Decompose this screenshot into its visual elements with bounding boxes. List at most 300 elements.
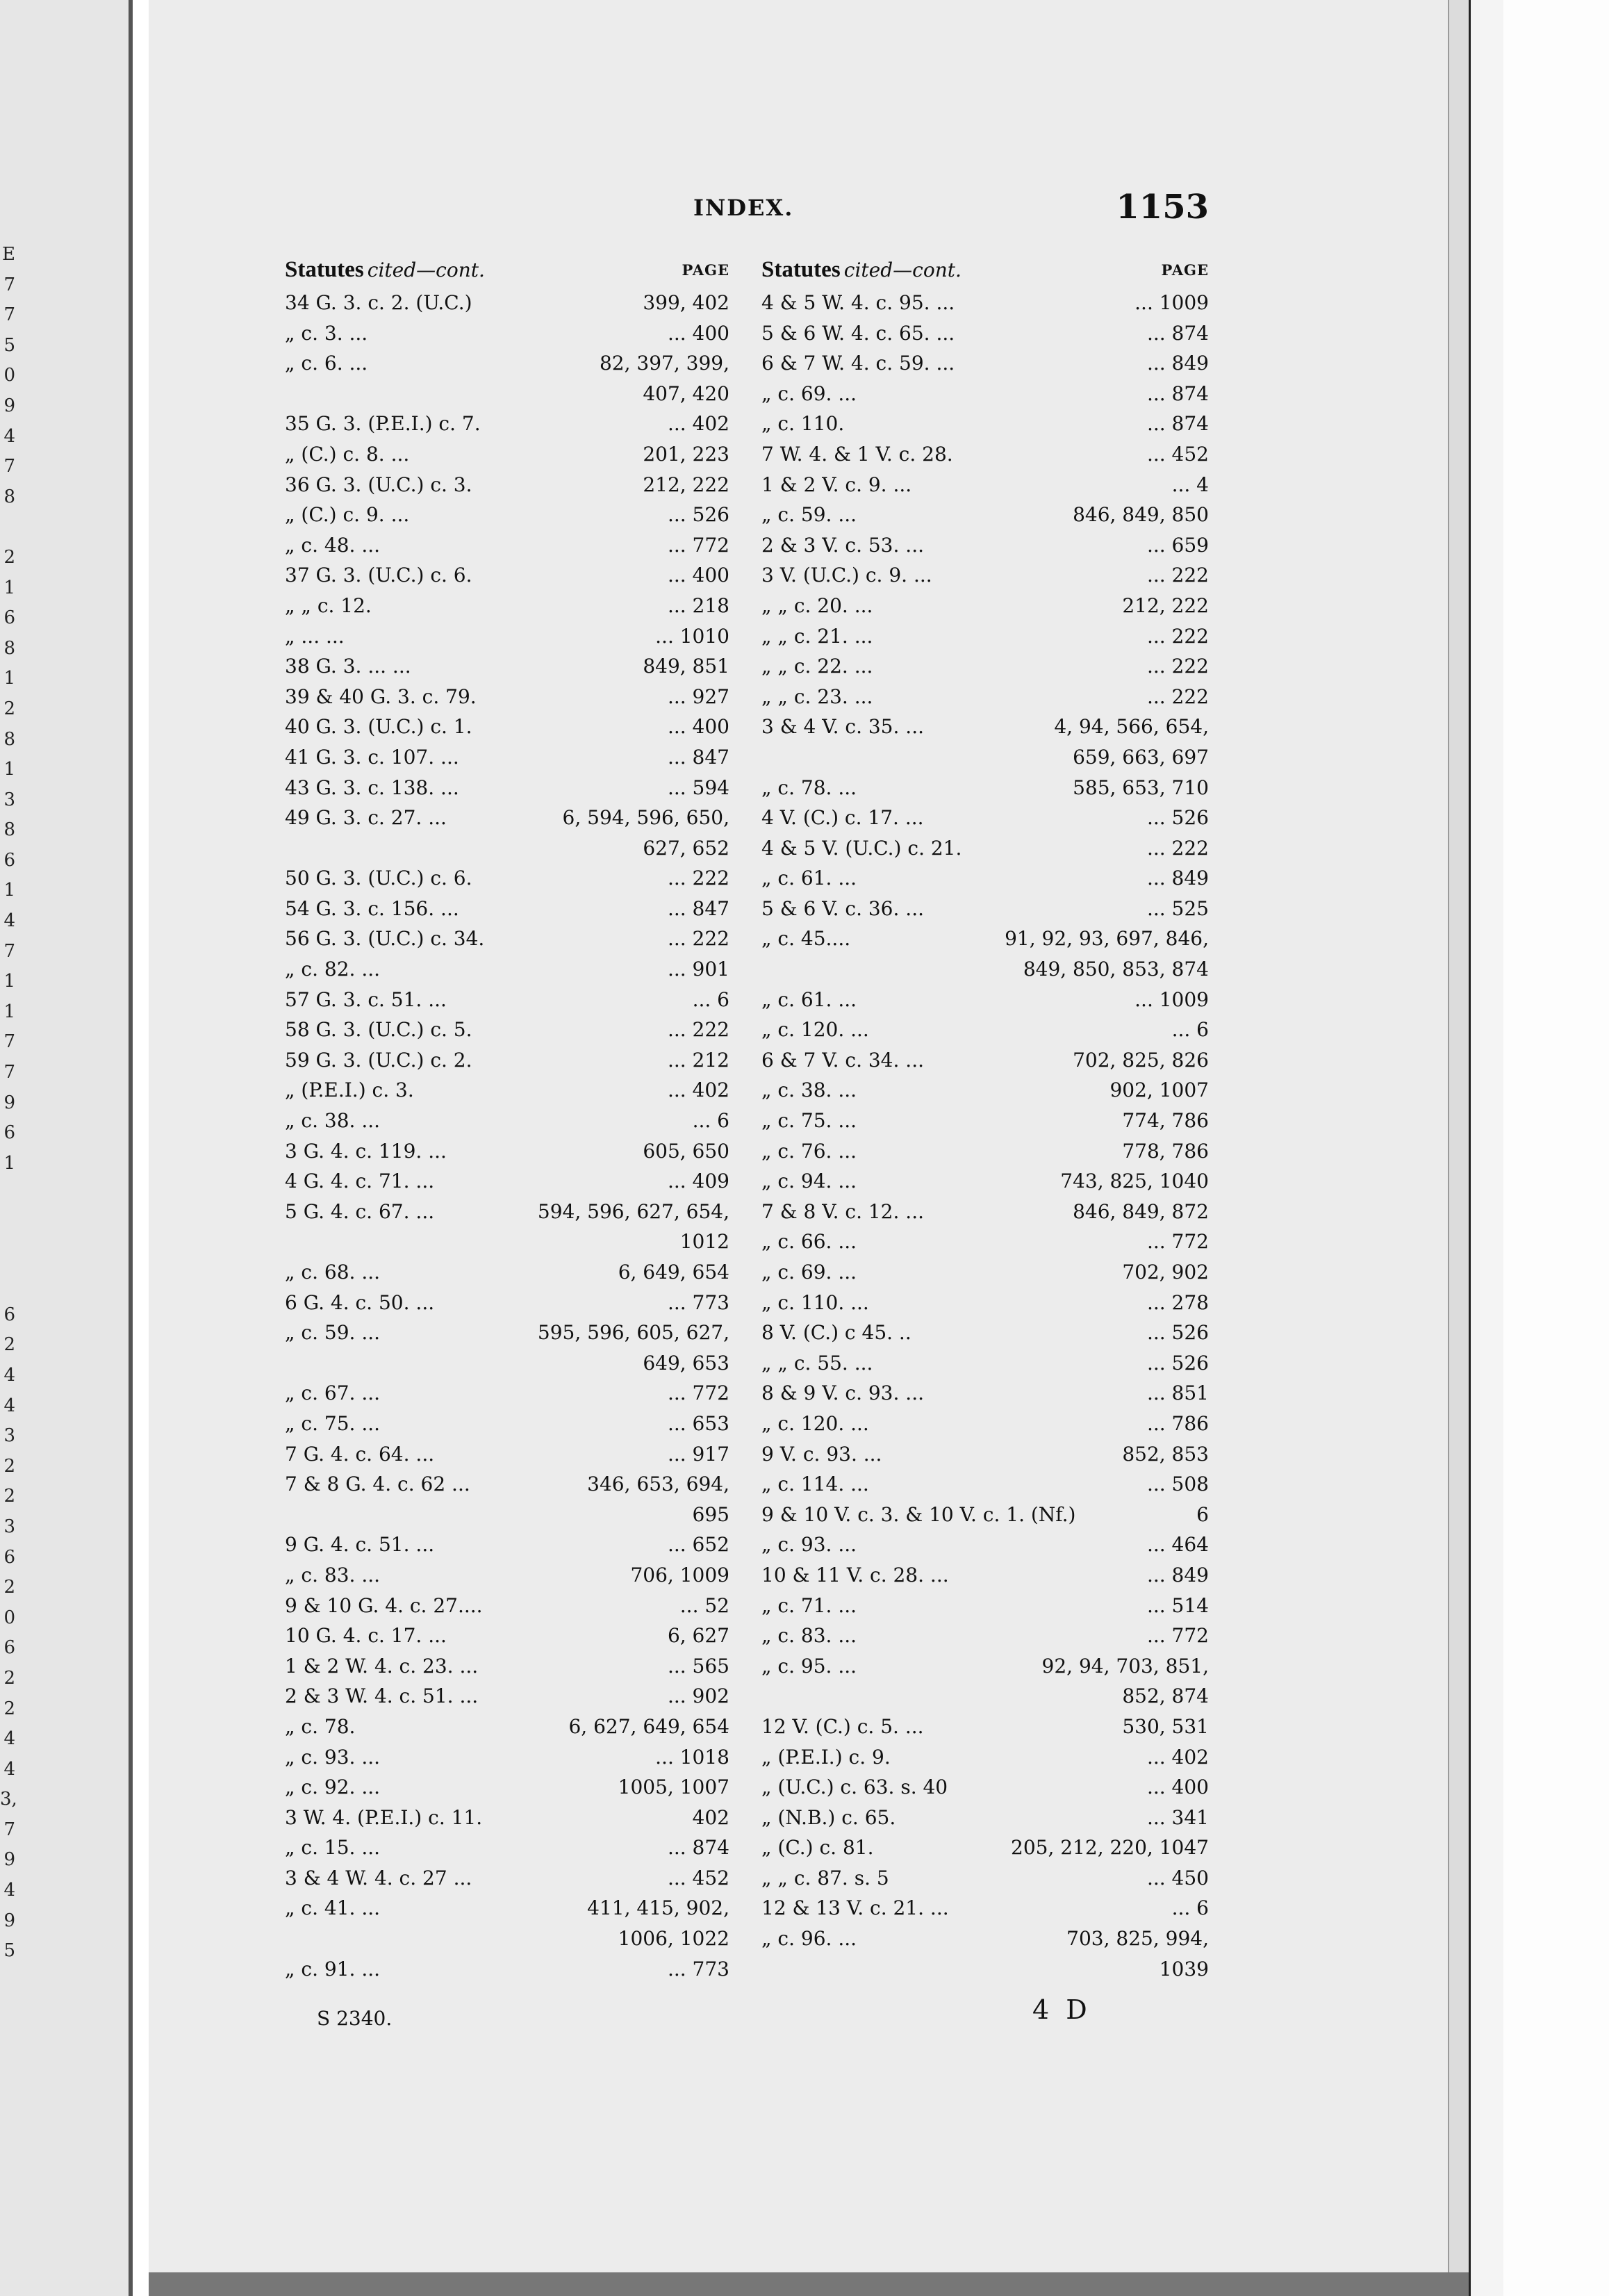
- index-entry: [285, 530, 729, 561]
- page-references: ... 874: [1146, 382, 1209, 405]
- statute-reference: 4 G. 4. c. 71. ...: [285, 1170, 435, 1193]
- margin-number: 7: [3, 1819, 15, 1840]
- margin-number: [0, 1240, 15, 1270]
- page-references: ... 653: [667, 1411, 729, 1435]
- page-references: ... 526: [1146, 1351, 1209, 1375]
- page-references: ... 402: [667, 1079, 729, 1102]
- margin-number: 3: [3, 789, 15, 810]
- statute-reference: „ c. 114. ...: [761, 1473, 869, 1496]
- page-references: 594, 596, 627, 654,: [537, 1199, 729, 1223]
- index-entry: [285, 318, 729, 349]
- page-references: 852, 853: [1122, 1442, 1209, 1466]
- page-references: 402: [692, 1805, 729, 1829]
- index-entry: [285, 1075, 729, 1106]
- margin-number: 6: [3, 849, 15, 871]
- statute-reference: „ c. 76. ...: [761, 1139, 857, 1163]
- statute-reference: „ c. 110. ...: [761, 1290, 869, 1314]
- page-references: 849, 850, 853, 874: [1023, 958, 1209, 981]
- statute-reference: „ c. 83. ...: [761, 1624, 857, 1648]
- page-references: 399, 402: [643, 291, 729, 314]
- index-entry: [761, 288, 1209, 318]
- page-references: ... 526: [1146, 1321, 1209, 1345]
- statute-reference: „ c. 120. ...: [761, 1018, 869, 1042]
- index-entry: [761, 1530, 1209, 1560]
- margin-number: 4: [3, 1728, 15, 1750]
- page-references: ... 847: [667, 745, 729, 769]
- index-entry: [761, 379, 1209, 409]
- page-references: 595, 596, 605, 627,: [537, 1321, 729, 1345]
- index-entry: [761, 1318, 1209, 1348]
- index-entry: [285, 954, 729, 985]
- index-entry: [761, 560, 1209, 591]
- statute-reference: 54 G. 3. c. 156. ...: [285, 896, 459, 920]
- statute-reference: 9 & 10 G. 4. c. 27....: [285, 1593, 483, 1617]
- heading-suffix: cited—cont.: [843, 259, 962, 281]
- statute-reference: „ c. 94. ...: [761, 1170, 857, 1193]
- page-references: ... 652: [667, 1533, 729, 1557]
- index-entry: [761, 530, 1209, 561]
- index-entry: [285, 1469, 729, 1500]
- page-references: ... 565: [667, 1654, 729, 1678]
- heading-suffix: cited—cont.: [367, 259, 485, 281]
- index-entry: [285, 1924, 729, 1954]
- statute-reference: „ c. 68. ...: [285, 1261, 381, 1284]
- margin-number: 8: [3, 637, 15, 659]
- index-entry: [761, 591, 1209, 621]
- index-entry: [761, 621, 1209, 652]
- page-references: 6, 627: [667, 1624, 729, 1648]
- column-heading: [285, 257, 729, 288]
- index-entry: [761, 470, 1209, 500]
- page-references: 627, 652: [643, 836, 729, 860]
- index-entry: [285, 1015, 729, 1045]
- index-entry: [285, 833, 729, 864]
- page-references: ... 1009: [1134, 291, 1209, 314]
- page-references: ... 874: [1146, 321, 1209, 345]
- index-entry: [285, 379, 729, 409]
- page-references: ... 464: [1146, 1533, 1209, 1557]
- statute-reference: „ c. 38. ...: [285, 1109, 381, 1133]
- column-heading: [761, 257, 1209, 288]
- index-entry: [761, 863, 1209, 894]
- statute-reference: „ (C.) c. 8. ...: [285, 442, 410, 466]
- page-references: 6: [1196, 1502, 1209, 1526]
- statute-reference: 49 G. 3. c. 27. ...: [285, 806, 447, 830]
- index-entry: [285, 409, 729, 439]
- index-entry: [285, 651, 729, 682]
- index-entry: [285, 742, 729, 773]
- page-references: ... 452: [1146, 442, 1209, 466]
- index-entry: [761, 1106, 1209, 1136]
- margin-number: 4: [3, 1395, 15, 1416]
- page-references: 1006, 1022: [618, 1927, 729, 1951]
- margin-number: 9: [3, 1092, 15, 1113]
- page-references: 6, 627, 649, 654: [568, 1714, 729, 1738]
- margin-number: 4: [3, 1880, 15, 1901]
- statute-reference: 3 G. 4. c. 119. ...: [285, 1139, 447, 1163]
- index-entry: [761, 1742, 1209, 1773]
- page-references: 212, 222: [1122, 593, 1209, 617]
- index-entry: [285, 1106, 729, 1136]
- index-entry: [761, 1075, 1209, 1106]
- index-entry: [285, 1712, 729, 1742]
- index-entry: [761, 409, 1209, 439]
- statute-reference: „ „ c. 12.: [285, 593, 372, 617]
- page-references: 91, 92, 93, 697, 846,: [1005, 927, 1209, 951]
- statute-reference: 8 V. (C.) c 45. ..: [761, 1321, 911, 1345]
- index-entry: [285, 470, 729, 500]
- index-entry: [285, 1045, 729, 1076]
- statute-reference: 57 G. 3. c. 51. ...: [285, 987, 447, 1011]
- index-entry: [285, 348, 729, 379]
- page-references: ... 659: [1146, 533, 1209, 557]
- page-references: ... 1009: [1134, 987, 1209, 1011]
- margin-number: 7: [3, 456, 15, 477]
- index-entry: [285, 1893, 729, 1924]
- margin-number: 8: [3, 819, 15, 841]
- index-entry: [285, 1409, 729, 1439]
- index-entry: [285, 1500, 729, 1530]
- statute-reference: „ (P.E.I.) c. 3.: [285, 1079, 414, 1102]
- page-references: ... 508: [1146, 1473, 1209, 1496]
- index-entry: [761, 894, 1209, 924]
- page-references: 706, 1009: [630, 1563, 729, 1586]
- margin-number: 3,: [0, 1789, 17, 1810]
- margin-number: 5: [3, 1940, 15, 1962]
- previous-page-margin-numbers: [0, 240, 15, 1967]
- index-column-left: [285, 257, 729, 1984]
- index-entry: [761, 803, 1209, 833]
- index-entry: [761, 439, 1209, 470]
- page-references: ... 526: [1146, 806, 1209, 830]
- statute-reference: „ c. 82. ...: [285, 958, 381, 981]
- index-entry: [761, 500, 1209, 530]
- margin-number: 4: [3, 1758, 15, 1780]
- statute-reference: 12 & 13 V. c. 21. ...: [761, 1896, 949, 1920]
- page-references: ... 409: [667, 1170, 729, 1193]
- statute-reference: „ (U.C.) c. 63. s. 40: [761, 1776, 948, 1799]
- page-references: ... 514: [1146, 1593, 1209, 1617]
- statute-reference: 2 & 3 W. 4. c. 51. ...: [285, 1684, 479, 1708]
- margin-number: 4: [3, 425, 15, 447]
- margin-number: 0: [3, 1607, 15, 1628]
- page-references: ... 222: [1146, 564, 1209, 587]
- statute-reference: 10 G. 4. c. 17. ...: [285, 1624, 447, 1648]
- index-column-right: [761, 257, 1209, 1984]
- page-references: ... 772: [1146, 1230, 1209, 1254]
- index-entry: [761, 1924, 1209, 1954]
- index-entry: [761, 1651, 1209, 1682]
- page-references: ... 525: [1146, 896, 1209, 920]
- margin-number: 9: [3, 1849, 15, 1871]
- page-references: ... 6: [1171, 1896, 1209, 1920]
- statute-reference: „ c. 45....: [761, 927, 851, 951]
- statute-reference: 38 G. 3. ... ...: [285, 655, 411, 678]
- page-references: 1039: [1159, 1957, 1209, 1981]
- page-edge: [1503, 0, 1609, 2296]
- bottom-shadow: [149, 2272, 1469, 2296]
- page-references: ... 222: [1146, 624, 1209, 648]
- page-references: ... 222: [667, 1018, 729, 1042]
- index-entry: [761, 682, 1209, 712]
- page-references: ... 772: [1146, 1624, 1209, 1648]
- index-entry: [761, 1197, 1209, 1227]
- index-entry: [285, 1227, 729, 1257]
- index-entry: [285, 1560, 729, 1591]
- page-references: 1012: [679, 1230, 729, 1254]
- page-references: 778, 786: [1122, 1139, 1209, 1163]
- index-entry: [761, 1409, 1209, 1439]
- page-references: 774, 786: [1122, 1109, 1209, 1133]
- index-entry: [761, 1621, 1209, 1651]
- statute-reference: „ c. 110.: [761, 412, 845, 436]
- page-label: PAGE: [1161, 261, 1209, 279]
- margin-number: [0, 512, 15, 543]
- index-entry: [285, 863, 729, 894]
- margin-number: 9: [3, 395, 15, 416]
- index-entry: [285, 560, 729, 591]
- index-entry: [761, 1893, 1209, 1924]
- statute-reference: „ c. 66. ...: [761, 1230, 857, 1254]
- margin-number: 2: [3, 1334, 15, 1356]
- index-entry: [761, 1136, 1209, 1167]
- index-entry: [761, 773, 1209, 803]
- page-references: ... 874: [667, 1836, 729, 1860]
- page-references: ... 452: [667, 1866, 729, 1889]
- page-references: 6, 594, 596, 650,: [562, 806, 729, 830]
- page-references: ... 400: [667, 564, 729, 587]
- statute-reference: „ c. 48. ...: [285, 533, 381, 557]
- margin-number: 6: [3, 1546, 15, 1568]
- index-entry: [761, 1166, 1209, 1197]
- margin-number: 1: [3, 668, 15, 689]
- page-references: 849, 851: [643, 655, 729, 678]
- page-references: 530, 531: [1122, 1714, 1209, 1738]
- page-references: 411, 415, 902,: [587, 1896, 729, 1920]
- index-entry: [285, 1136, 729, 1167]
- statute-reference: 40 G. 3. (U.C.) c. 1.: [285, 715, 472, 739]
- page-number: 1153: [1116, 188, 1209, 227]
- index-entry: [285, 439, 729, 470]
- index-entry: [761, 318, 1209, 349]
- page-references: ... 278: [1146, 1290, 1209, 1314]
- index-entry: [285, 1772, 729, 1803]
- page-references: ... 772: [667, 1381, 729, 1405]
- statute-reference: 43 G. 3. c. 138. ...: [285, 776, 459, 799]
- statute-reference: 3 V. (U.C.) c. 9. ...: [761, 564, 932, 587]
- page-references: 695: [692, 1502, 729, 1526]
- index-entry: [285, 1591, 729, 1621]
- margin-number: [0, 1209, 15, 1240]
- page-references: 6, 649, 654: [618, 1261, 729, 1284]
- index-entry: [285, 1166, 729, 1197]
- statute-reference: „ c. 83. ...: [285, 1563, 381, 1586]
- margin-number: 7: [3, 1031, 15, 1053]
- heading-title: Statutes: [285, 257, 364, 282]
- page-references: ... 849: [1146, 352, 1209, 375]
- page-label: PAGE: [682, 261, 729, 279]
- statute-reference: „ c. 61. ...: [761, 867, 857, 890]
- index-entry: [761, 348, 1209, 379]
- margin-number: 6: [3, 1122, 15, 1144]
- index-entry: [761, 742, 1209, 773]
- margin-number: 1: [3, 1152, 15, 1174]
- margin-number: 1: [3, 880, 15, 901]
- page-references: ... 874: [1146, 412, 1209, 436]
- margin-number: 8: [3, 486, 15, 507]
- page-references: 201, 223: [643, 442, 729, 466]
- statute-reference: „ c. 91. ...: [285, 1957, 381, 1981]
- statute-reference: 39 & 40 G. 3. c. 79.: [285, 684, 477, 708]
- statute-reference: 7 G. 4. c. 64. ...: [285, 1442, 435, 1466]
- page-references: ... 222: [1146, 684, 1209, 708]
- index-entry: [285, 500, 729, 530]
- statute-reference: 10 & 11 V. c. 28. ...: [761, 1563, 949, 1586]
- statute-reference: „ c. 69. ...: [761, 382, 857, 405]
- statute-reference: „ (P.E.I.) c. 9.: [761, 1745, 891, 1769]
- page-references: ... 927: [667, 684, 729, 708]
- index-entry: [761, 833, 1209, 864]
- statute-reference: „ c. 61. ...: [761, 987, 857, 1011]
- statute-reference: 7 & 8 G. 4. c. 62 ...: [285, 1473, 470, 1496]
- page-references: ... 901: [667, 958, 729, 981]
- page-references: 92, 94, 703, 851,: [1041, 1654, 1209, 1678]
- page-references: ... 902: [667, 1684, 729, 1708]
- index-entry: [761, 1227, 1209, 1257]
- index-entry: [285, 1257, 729, 1288]
- index-entry: [761, 954, 1209, 985]
- page-edge: [1448, 0, 1470, 2296]
- page-references: ... 1010: [655, 624, 729, 648]
- margin-number: 2: [3, 1455, 15, 1477]
- index-entry: [285, 1954, 729, 1985]
- index-entry: [761, 1288, 1209, 1318]
- statute-reference: 2 & 3 V. c. 53. ...: [761, 533, 924, 557]
- index-entry: [761, 1560, 1209, 1591]
- index-entry: [285, 924, 729, 954]
- page-references: 346, 653, 694,: [587, 1473, 729, 1496]
- statute-reference: „ c. 15. ...: [285, 1836, 381, 1860]
- page-references: ... 222: [1146, 655, 1209, 678]
- statute-reference: 56 G. 3. (U.C.) c. 34.: [285, 927, 485, 951]
- signature-mark: S 2340.: [317, 2007, 393, 2030]
- index-entry: [761, 1439, 1209, 1470]
- margin-number: 7: [3, 274, 15, 295]
- page-references: ... 847: [667, 896, 729, 920]
- index-entry: [761, 1500, 1209, 1530]
- margin-number: 7: [3, 304, 15, 326]
- statute-reference: „ c. 6. ...: [285, 352, 368, 375]
- margin-number: 1: [3, 577, 15, 598]
- statute-reference: 37 G. 3. (U.C.) c. 6.: [285, 564, 472, 587]
- page-references: 852, 874: [1122, 1684, 1209, 1708]
- index-entry: [285, 773, 729, 803]
- page-references: ... 52: [679, 1593, 729, 1617]
- page-references: ... 6: [692, 1109, 729, 1133]
- statute-reference: 8 & 9 V. c. 93. ...: [761, 1381, 924, 1405]
- statute-reference: 34 G. 3. c. 2. (U.C.): [285, 291, 472, 314]
- entry-list: [761, 288, 1209, 1984]
- page-references: ... 400: [1146, 1776, 1209, 1799]
- page-references: 212, 222: [643, 473, 729, 496]
- statute-reference: „ „ c. 23. ...: [761, 684, 873, 708]
- page-references: ... 222: [667, 927, 729, 951]
- statute-reference: 3 & 4 W. 4. c. 27 ...: [285, 1866, 472, 1889]
- margin-number: 1: [3, 1001, 15, 1022]
- margin-number: [0, 1270, 15, 1300]
- statute-reference: 41 G. 3. c. 107. ...: [285, 745, 459, 769]
- index-entry: [761, 1863, 1209, 1894]
- page-references: ... 341: [1146, 1805, 1209, 1829]
- statute-reference: 4 & 5 V. (U.C.) c. 21.: [761, 836, 962, 860]
- statute-reference: 3 & 4 V. c. 35. ...: [761, 715, 924, 739]
- statute-reference: „ „ c. 20. ...: [761, 593, 873, 617]
- margin-number: 2: [3, 1698, 15, 1719]
- page-references: 846, 849, 850: [1073, 503, 1209, 527]
- page-references: ... 772: [667, 533, 729, 557]
- heading-title: Statutes: [761, 257, 841, 282]
- index-entry: [285, 1530, 729, 1560]
- margin-number: [0, 1179, 15, 1209]
- page-references: ... 773: [667, 1290, 729, 1314]
- index-entry: [285, 1197, 729, 1227]
- margin-number: E: [2, 244, 15, 265]
- page-references: 846, 849, 872: [1073, 1199, 1209, 1223]
- page-references: 605, 650: [643, 1139, 729, 1163]
- page-references: 702, 902: [1122, 1261, 1209, 1284]
- statute-reference: 5 & 6 V. c. 36. ...: [761, 896, 924, 920]
- page-references: ... 773: [667, 1957, 729, 1981]
- index-entry: [285, 1378, 729, 1409]
- index-entry: [285, 1863, 729, 1894]
- index-entry: [285, 288, 729, 318]
- entry-list: [285, 288, 729, 1984]
- index-entry: [285, 1288, 729, 1318]
- statute-reference: „ „ c. 21. ...: [761, 624, 873, 648]
- statute-reference: „ c. 75. ...: [761, 1109, 857, 1133]
- page-references: 649, 653: [643, 1351, 729, 1375]
- index-entry: [761, 712, 1209, 742]
- margin-number: 2: [3, 1486, 15, 1507]
- index-entry: [761, 924, 1209, 954]
- page-references: 4, 94, 566, 654,: [1054, 715, 1209, 739]
- index-entry: [761, 985, 1209, 1015]
- page-references: 407, 420: [643, 382, 729, 405]
- statute-reference: „ c. 38. ...: [761, 1079, 857, 1102]
- index-entry: [761, 1681, 1209, 1712]
- statute-reference: 50 G. 3. (U.C.) c. 6.: [285, 867, 472, 890]
- page-references: ... 786: [1146, 1411, 1209, 1435]
- margin-number: 1: [3, 759, 15, 780]
- margin-number: 8: [3, 728, 15, 750]
- statute-reference: 1 & 2 W. 4. c. 23. ...: [285, 1654, 479, 1678]
- index-entry: [761, 1348, 1209, 1379]
- page-references: ... 917: [667, 1442, 729, 1466]
- index-entry: [285, 1439, 729, 1470]
- page-references: ... 402: [1146, 1745, 1209, 1769]
- margin-number: 7: [3, 940, 15, 962]
- margin-number: 3: [3, 1516, 15, 1537]
- statute-reference: 9 G. 4. c. 51. ...: [285, 1533, 435, 1557]
- statute-reference: 58 G. 3. (U.C.) c. 5.: [285, 1018, 472, 1042]
- statute-reference: 12 V. (C.) c. 5. ...: [761, 1714, 924, 1738]
- page-references: ... 851: [1146, 1381, 1209, 1405]
- page-references: ... 526: [667, 503, 729, 527]
- index-entry: [761, 1832, 1209, 1863]
- statute-reference: 7 & 8 V. c. 12. ...: [761, 1199, 924, 1223]
- statute-reference: „ c. 59. ...: [285, 1321, 381, 1345]
- page-references: ... 402: [667, 412, 729, 436]
